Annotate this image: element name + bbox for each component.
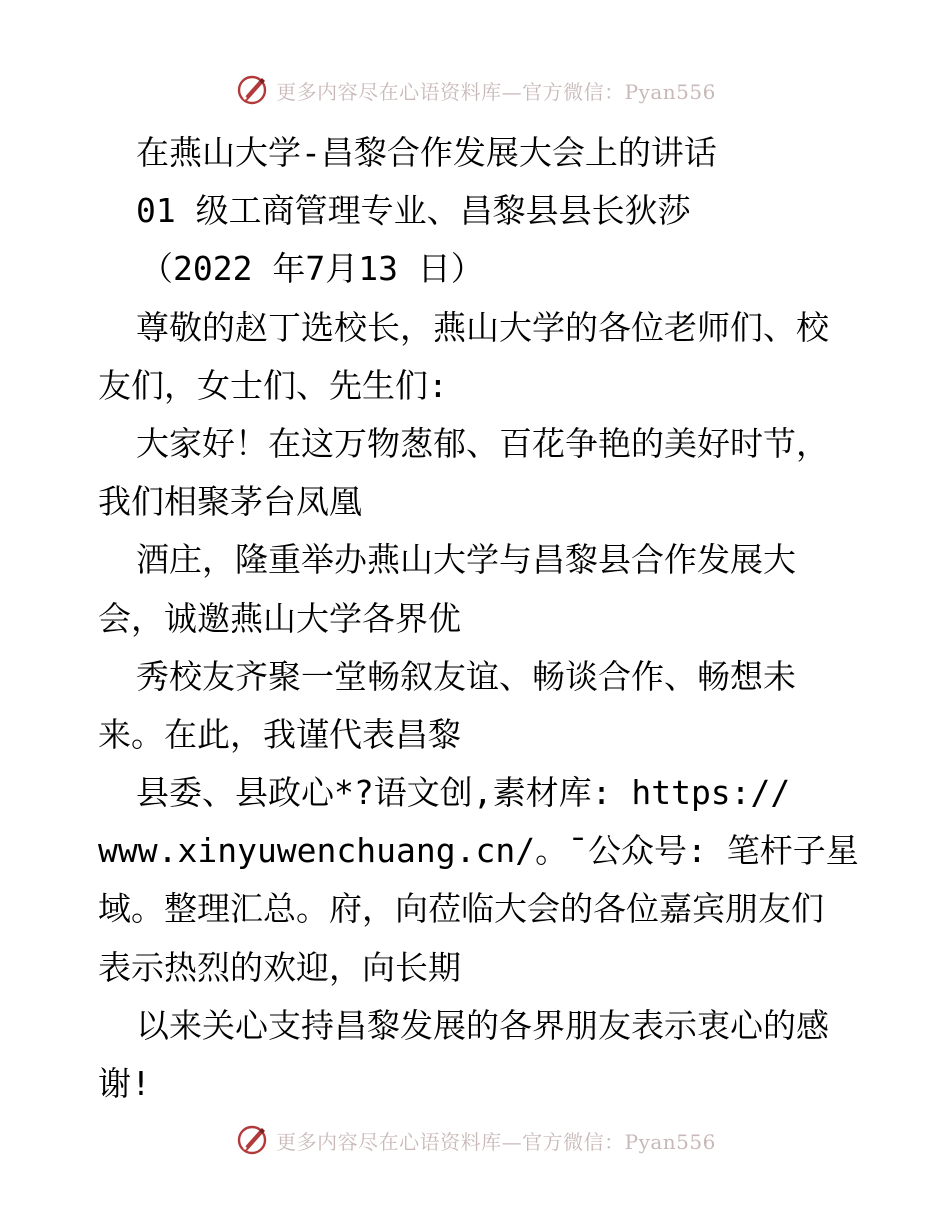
paragraph-line: 域。整理汇总。府，向莅临大会的各位嘉宾朋友们 [98,889,824,929]
pen-circle-logo-icon [234,72,270,108]
paragraph-line: 来。在此，我谨代表昌黎 [98,714,461,754]
paragraph-line: 谢! [98,1064,151,1103]
paragraph-line: 我们相聚茅台凤凰 [98,482,362,522]
paragraph-line: 秀校友齐聚一堂畅叙友谊、畅谈合作、畅想未 [136,656,796,696]
header-banner[interactable] [0,70,950,110]
paragraph-line: 大家好！在这万物葱郁、百花争艳的美好时节， [136,423,829,463]
paragraph-line: 酒庄，隆重举办燕山大学与昌黎县合作发展大 [136,540,796,580]
banner-text: 更多内容尽在心语资料库—官方微信：Pyan556 [276,1129,716,1154]
pen-circle-logo-icon [234,1122,270,1158]
paragraph-line: www.xinyuwenchuang.cn/。¯公众号: 笔杆子星 [98,831,859,871]
paragraph-line: 县委、县政心*?语文创,素材库: https:// [136,773,791,813]
footer-banner[interactable] [0,1120,950,1160]
paragraph-line: 表示热烈的欢迎，向长期 [98,947,461,987]
document-body [98,124,858,1113]
speaker-line: 01 级工商管理专业、昌黎县县长狄莎 [136,191,691,231]
banner-text: 更多内容尽在心语资料库—官方微信：Pyan556 [276,79,716,104]
paragraph-line: 友们，女士们、先生们: [98,365,448,405]
date-line: （2022 年7月13 日） [140,249,484,289]
paragraph-line: 会，诚邀燕山大学各界优 [98,598,461,638]
paragraph-line: 尊敬的赵丁选校长，燕山大学的各位老师们、校 [136,307,829,347]
speech-title: 在燕山大学-昌黎合作发展大会上的讲话 [136,133,717,172]
paragraph-line: 以来关心支持昌黎发展的各界朋友表示衷心的感 [136,1005,829,1045]
